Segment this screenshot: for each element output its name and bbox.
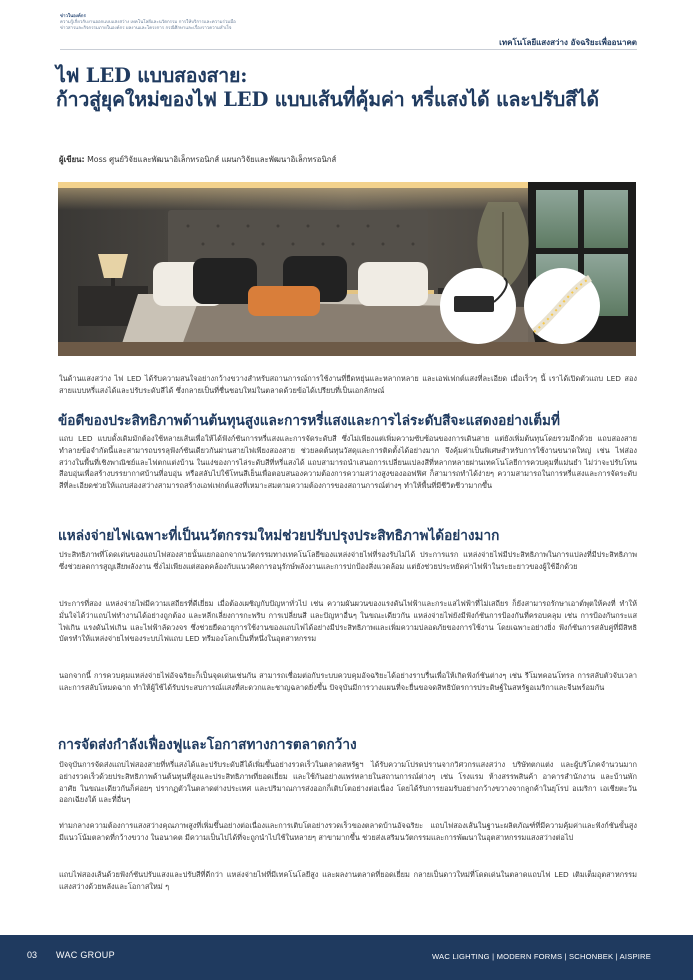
- section-heading-2: แหล่งจ่ายไฟเฉพาะที่เป็นนวัตกรรมใหม่ช่วยปรับปรุงประสิทธิภาพได้อย่างมาก: [58, 528, 500, 544]
- footer-brands: WAC LIGHTING | MODERN FORMS | SCHONBEK | AISPIRE: [431, 952, 651, 961]
- article-title: [56, 64, 656, 112]
- section-2-paragraph-3: นอกจากนี้ การควบคุมแหล่งจ่ายไฟอัจฉริยะก็เป็นจุดเด่นเช่นกัน สามารถเชื่อมต่อกับระบบควบคุมอัจฉริยะได้อย่างราบรื่นเพื่อให้เกิดฟังก์ชันต่างๆ เช่น รีโมทคอนโทรล การสลับตัวจับเวลา และการสลับโหมดฉาก ทำให้ผู้ใช้ได้รับประสบการณ์แสงที่สะดวกและชาญฉลาดยิ่งขึ้น ปัจจุบันมีการวางแผนที่จะยื่นขอจดสิทธิบัตรการประดิษฐ์ในสหรัฐอเมริกาและจีนพร้อมกัน: [59, 671, 637, 692]
- byline-text: Moss ศูนย์วิจัยและพัฒนาอิเล็กทรอนิกส์ แผนกวิจัยและพัฒนาอิเล็กทรอนิกส์: [87, 155, 337, 164]
- article-byline: [59, 154, 336, 166]
- article-intro: ในด้านแสงสว่าง ไฟ LED ได้รับความสนใจอย่างกว้างขวางสำหรับสถานการณ์การใช้งานที่ยืดหยุ่นและหลากหลาย และเอฟเฟกต์แสงที่ละเอียด เมื่อเร็วๆ นี้ เราได้เปิดตัวแถบ LED สองสายแบบหรี่แสงได้และปรับระดับสีได้ ซึ่งกลายเป็นที่ชื่นชอบใหม่ในตลาดด้วยข้อได้เปรียบที่เป็นเอกลักษณ์: [59, 374, 637, 395]
- header-categories: [60, 14, 440, 33]
- header-category-title: ข่าวในองค์กร: [60, 14, 86, 19]
- section-3-paragraph-3: แถบไฟสองเส้นด้วยฟังก์ชันปรับแสงและปรับสีที่ดีกว่า แหล่งจ่ายไฟที่มีเทคโนโลยีสูง และผลงานตลาดที่ยอดเยี่ยม กลายเป็นดาวใหม่ที่โดดเด่นในตลาดแถบไฟ LED เติมเต็มอุตสาหกรรมแสงสว่างด้วยพลังและโอกาสใหม่ ๆ: [59, 870, 637, 891]
- article-title-line-2: ก้าวสู่ยุคใหม่ของไฟ LED แบบเส้นที่คุ้มค่า หรี่แสงได้ และปรับสีได้: [56, 88, 599, 111]
- hero-image-bedroom-led: [58, 182, 636, 356]
- section-3-paragraph-2: ท่ามกลางความต้องการแสงสว่างคุณภาพสูงที่เพิ่มขึ้นอย่างต่อเนื่องและการเติบโตอย่างรวดเร็วของตลาดบ้านอัจฉริยะ แถบไฟสองเส้นในฐานะผลิตภัณฑ์ที่มีความคุ้มค่าและฟังก์ชันขั้นสูง มีแนวโน้มตลาดที่กว้างขวาง ในอนาคต มีความเป็นไปได้ที่จะถูกนำไปใช้ในหลายๆ สาขามากขึ้น ช่วยส่งเสริมนวัตกรรมและการพัฒนาในอุตสาหกรรมแสงสว่างต่อไป: [59, 821, 637, 842]
- page-footer: [0, 935, 693, 980]
- byline-label: ผู้เขียน:: [59, 155, 85, 164]
- section-2-paragraph-2: ประการที่สอง แหล่งจ่ายไฟมีความเสถียรที่ดีเยี่ยม เมื่อต้องเผชิญกับปัญหาทั่วไป เช่น ความผันผวนของแรงดันไฟฟ้าและกระแสไฟฟ้าที่ไม่เสถียร ก็ยังสามารถรักษาเอาต์พุตให้คงที่ ทำให้มั่นใจได้ว่าแถบไฟทำงานได้อย่างถูกต้อง และหลีกเลี่ยงการกะพริบ การเปลี่ยนสี และปัญหาอื่นๆ ในขณะเดียวกัน แหล่งจ่ายไฟยังมีฟังก์ชันการป้องกันที่ครอบคลุม เช่น การป้องกันกระแสไฟเกิน แรงดันไฟเกิน และไฟฟ้าลัดวงจร ซึ่งช่วยยืดอายุการใช้งานของแถบไฟได้อย่างมีประสิทธิภาพและเพิ่มความปลอดภัยของการใช้งาน โดยเฉพาะอย่างยิ่ง ฟังก์ชันการสลับคู่ที่มีสิทธิบัตรทำให้แหล่งจ่ายไฟของระบบไฟแถบ LED ทรีมองโลกเป็นที่หนึ่งในอุตสาหกรรม: [59, 599, 638, 644]
- article-title-line-1: ไฟ LED แบบสองสาย:: [56, 64, 248, 87]
- wac-group-logo: WAC GROUP: [56, 950, 115, 960]
- header-category-line: ข่าวสารและกิจกรรมภายในองค์กร ผลงานและโครงการ กรณีศึกษาและเรื่องราวความสำเร็จ: [60, 26, 232, 32]
- page-number: 03: [27, 950, 38, 960]
- section-1-paragraph: แถบ LED แบบดั้งเดิมมักต้องใช้หลายเส้นเพื่อให้ได้ฟังก์ชันการหรี่แสงและการจัดระดับสี ซึ่งไม่เพียงแต่เพิ่มความซับซ้อนของการเดินสาย แต่ยังเพิ่มต้นทุนโดยรวมอีกด้วย แถบสองสายทำลายข้อจำกัดนี้และสามารถบรรลุฟังก์ชันเดียวกันผ่านสายไฟเพียงสองสาย ช่วยลดต้นทุนวัสดุและการติดตั้งได้อย่างมาก จึงคุ้มค่าเป็นพิเศษสำหรับการใช้งานขนาดใหญ่ เช่น ไฟส่องสว่างในพื้นที่เชิงพาณิชย์และไฟตกแต่งบ้าน ในแง่ของการไล่ระดับสีที่หรี่แสงได้ แถบสามารถนำเสนอการเปลี่ยนแปลงสีที่หลากหลายผ่านเทคโนโลยีการควบคุมที่แม่นยำ ไม่ว่าจะปรับโทนสีอบอุ่นเพื่อสร้างบรรยากาศบ้านที่อบอุ่น หรือสลับไปใช้โทนสีเย็นเพื่อตอบสนองความต้องการความสว่างสูงของออฟฟิศ ก็สามารถทำได้ง่ายๆ ความสามารถในการหรี่แสงและการจัดระดับสีที่ละเอียดช่วยให้แถบส่องสว่างสามารถสร้างเอฟเฟกต์แสงที่เหมาะสมตามความต้องการของสถานการณ์ต่างๆ ทำให้พื้นที่มีชีวิตชีวามากขึ้น: [59, 434, 637, 491]
- header-divider: [60, 49, 637, 50]
- section-3-paragraph-1: ปัจจุบันการจัดส่งแถบไฟสองสายที่หรี่แสงได้และปรับระดับสีได้เพิ่มขึ้นอย่างรวดเร็วในตลาดสหรัฐฯ ได้รับความโปรดปรานจากวิศวกรแสงสว่าง บริษัทตกแต่ง และผู้บริโภคจำนวนมาก อย่างรวดเร็วด้วยประสิทธิภาพด้านต้นทุนที่สูงและประสิทธิภาพที่ยอดเยี่ยม และใช้กันอย่างแพร่หลายในสถานการณ์ต่างๆ เช่น โรงแรม ห้างสรรพสินค้า อาคารสำนักงาน และบ้านพักอาศัย ในขณะเดียวกันก็ค่อยๆ ปรากฏตัวในตลาดต่างประเทศ และปริมาณการส่งออกก็เติบโตอย่างต่อเนื่อง โดยได้รับการยอมรับอย่างกว้างขวางจากลูกค้าในยุโรป อเมริกา เอเชียตะวันออกเฉียงใต้ และที่อื่นๆ: [59, 760, 637, 805]
- section-heading-3: การจัดส่งกำลังเฟื่องฟูและโอกาสทางการตลาดกว้าง: [58, 737, 357, 753]
- section-2-paragraph-1: ประสิทธิภาพที่โดดเด่นของแถบไฟสองสายนั้นแยกออกจากนวัตกรรมทางเทคโนโลยีของแหล่งจ่ายไฟที่รองรับไม่ได้ ประการแรก แหล่งจ่ายไฟมีประสิทธิภาพในการแปลงที่มีประสิทธิภาพ ซึ่งช่วยลดการสูญเสียพลังงาน ซึ่งไม่เพียงแต่สอดคล้องกับแนวคิดการอนุรักษ์พลังงานและการปกป้องสิ่งแวดล้อม แต่ยังช่วยประหยัดค่าไฟฟ้าในระยะยาวของผู้ใช้อีกด้วย: [59, 550, 637, 571]
- header-tagline: เทคโนโลยีแสงสว่าง อัจฉริยะเพื่ออนาคต: [499, 37, 637, 47]
- header-category-line: ความรู้เกี่ยวกับงานออกแบบแสงสว่าง เทคโนโลยีและนวัตกรรม การให้บริการและความร่วมมือ: [60, 20, 236, 26]
- section-heading-1: ข้อดีของประสิทธิภาพด้านต้นทุนสูงและการหรี่แสงและการไล่ระดับสีจะแสดงอย่างเต็มที่: [58, 413, 560, 429]
